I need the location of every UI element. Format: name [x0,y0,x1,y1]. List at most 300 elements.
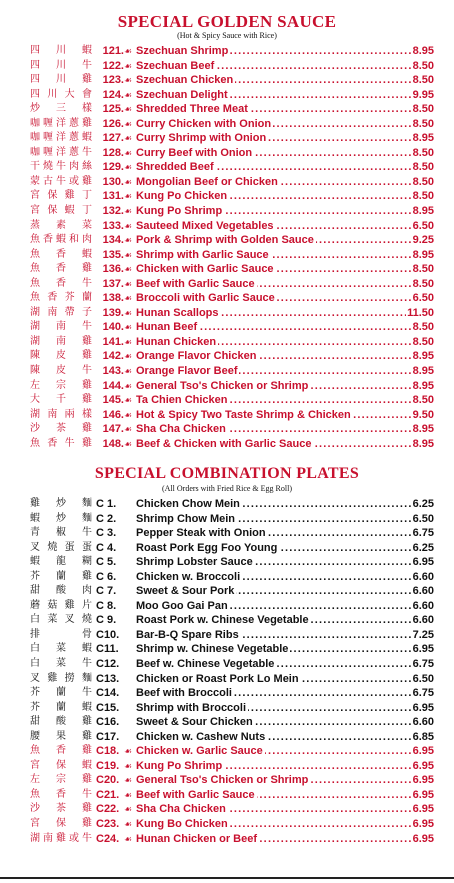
menu-item-chinese-name: 蒙古牛或雞 [30,175,92,187]
menu-item [0,570,454,585]
menu-item-name-text: Beef with Broccoli [136,687,232,700]
menu-item-chinese-name: 大千雞 [30,394,92,406]
menu-item-chinese-name: 芥蘭蝦 [30,701,92,713]
menu-item-number: C 8. [96,599,117,612]
menu-item-name [136,672,432,687]
menu-item-price: 8.50 [412,321,434,334]
menu-item [0,146,454,161]
menu-item-chinese-name: 青椒牛 [30,527,92,539]
menu-item-price: 6.60 [412,570,434,583]
menu-item-number: 125. [102,103,124,116]
hot-spicy-icon: ☙ [124,351,133,362]
menu-item-name [136,744,432,759]
menu-item [0,233,454,248]
menu-item-price: 6.85 [412,730,434,743]
menu-item-chinese-name: 咖喱洋蔥牛 [30,146,92,158]
hot-spicy-icon: ☙ [124,307,133,318]
menu-item-name-text: Roast Pork Egg Foo Young [136,541,278,554]
menu-item-chinese-name: 叉雞撈麵 [30,672,92,684]
menu-item-number: 134. [102,234,124,247]
menu-item-number: C11. [96,643,119,656]
menu-item [0,788,454,803]
menu-item-price: 8.95 [412,423,434,436]
menu-item-name [136,759,432,774]
menu-item-price: 6.95 [412,745,434,758]
menu-item-name-text: Roast Pork w. Chinese Vegetable [136,614,309,627]
menu-item-name-text: Pepper Steak with Onion [136,527,266,540]
hot-spicy-icon: ☙ [124,176,133,187]
menu-item-name [136,832,432,847]
menu-item-name-text: Curry Chicken with Onion [136,117,272,130]
menu-item-number: C 4. [96,541,117,554]
menu-item-name-text: Shrimp w. Chinese Vegetable [136,643,289,656]
menu-item-chinese-name: 沙茶雞 [30,423,92,435]
menu-item-number: C12. [96,658,120,671]
menu-item-price: 6.95 [412,643,434,656]
menu-item-number: C19. [96,759,120,772]
menu-item [0,393,454,408]
menu-item-number: C17. [96,730,120,743]
menu-item-price: 9.95 [412,88,434,101]
menu-item-price: 8.50 [412,394,434,407]
menu-item-name-text: Chicken w. Broccoli [136,570,241,583]
menu-item [0,204,454,219]
menu-item-chinese-name: 宮保蝦丁 [30,205,92,217]
menu-item-price: 8.95 [412,379,434,392]
menu-item-chinese-name: 陳皮雞 [30,350,92,362]
menu-item-name-text: Szechuan Shrimp [136,45,229,57]
menu-item-name [136,715,432,730]
menu-item-chinese-name: 蒸素菜 [30,219,92,231]
menu-item-number: 128. [102,146,124,159]
menu-item-name [136,73,432,88]
menu-item-name-text: Sweet & Sour Chicken [136,716,253,729]
menu-item [0,349,454,364]
menu-item-name-text: Ta Chien Chicken [136,394,228,407]
menu-item-price: 6.95 [412,759,434,772]
hot-spicy-icon: ☙ [124,833,133,844]
menu-item-price: 8.50 [412,103,434,116]
hot-spicy-icon: ☙ [124,220,133,231]
hot-spicy-icon: ☙ [124,75,133,86]
menu-item-chinese-name: 四川雞 [30,74,92,86]
menu-item-name-text: Chicken with Garlic Sauce [136,263,274,276]
menu-item-chinese-name: 叉燒蛋蛋 [30,541,92,553]
combo-section-subtitle: (All Orders with Fried Rice & Egg Roll) [162,484,292,493]
menu-item [0,262,454,277]
menu-item-chinese-name: 咖喱洋蔥蝦 [30,132,92,144]
menu-item-price: 6.95 [412,818,434,831]
menu-item-name-text: Broccoli with Garlic Sauce [136,292,275,305]
menu-item-price: 6.75 [412,658,434,671]
menu-item-name [136,526,432,541]
menu-item-name-text: Bar-B-Q Spare Ribs [136,628,239,641]
menu-item-number: C 9. [96,614,117,627]
menu-item [0,642,454,657]
menu-item-name [136,306,432,321]
menu-item-chinese-name: 排骨 [30,628,92,640]
menu-item-chinese-name: 宮保蝦 [30,759,92,771]
menu-item-number: 135. [102,248,124,261]
menu-item-name-text: Curry Shrimp with Onion [136,132,267,145]
sauce-section-subtitle: (Hot & Spicy Sauce with Rice) [177,31,277,40]
menu-item [0,613,454,628]
menu-item-price: 6.60 [412,716,434,729]
menu-item-chinese-name: 白菜牛 [30,658,92,670]
menu-item-price: 6.25 [412,498,434,510]
menu-item-name [136,59,432,74]
menu-item-price: 8.95 [412,45,434,57]
menu-item-chinese-name: 蝦炒麵 [30,512,92,524]
menu-item-name-text: Kung Po Shrimp [136,759,223,772]
menu-item-chinese-name: 魚香牛 [30,277,92,289]
menu-item [0,686,454,701]
menu-item-price: 6.50 [412,219,434,232]
menu-item [0,773,454,788]
menu-item-chinese-name: 甜酸肉 [30,585,92,597]
menu-item-name-text: Curry Beef with Onion [136,146,253,159]
menu-item-number: C 7. [96,585,117,598]
menu-item-price: 6.60 [412,585,434,598]
menu-item [0,88,454,103]
menu-item-price: 8.50 [412,117,434,130]
menu-item [0,802,454,817]
menu-item [0,408,454,423]
menu-item-name [136,364,432,379]
menu-item-name [136,88,432,103]
menu-item-name-text: Chicken w. Cashew Nuts [136,730,266,743]
menu-item-name-text: Beef with Garlic Sauce [136,788,255,801]
menu-item-price: 8.95 [412,132,434,145]
hot-spicy-icon: ☙ [124,438,133,449]
menu-item-name [136,160,432,175]
menu-item [0,131,454,146]
menu-item-number: C 5. [96,556,117,569]
menu-item-number: C15. [96,701,120,714]
menu-item [0,102,454,117]
menu-item-name-text: Beef w. Chinese Vegetable [136,658,275,671]
menu-item-chinese-name: 魚香牛 [30,788,92,800]
menu-item-name [136,44,432,59]
menu-item-number: C16. [96,716,120,729]
menu-item-price: 8.50 [412,335,434,348]
menu-item-chinese-name: 腰果雞 [30,730,92,742]
menu-item-name [136,320,432,335]
menu-item-price: 11.50 [407,306,434,319]
hot-spicy-icon: ☙ [124,133,133,144]
menu-item [0,497,454,512]
hot-spicy-icon: ☙ [124,819,133,830]
hot-spicy-icon: ☙ [124,366,133,377]
menu-item-name [136,584,432,599]
menu-item-price: 6.95 [412,788,434,801]
menu-item [0,320,454,335]
menu-item [0,817,454,832]
menu-item [0,59,454,74]
menu-item-chinese-name: 湖南帶子 [30,306,92,318]
menu-item-price: 6.95 [412,774,434,787]
menu-item-number: C 6. [96,570,117,583]
hot-spicy-icon: ☙ [124,409,133,420]
menu-item-chinese-name: 雞炒麵 [30,498,92,509]
menu-item-name [136,335,432,350]
hot-spicy-icon: ☙ [124,46,133,56]
menu-item-name [136,437,432,452]
menu-item-number: 126. [102,117,124,130]
menu-item-name-text: Chicken w. Garlic Sauce [136,745,263,758]
hot-spicy-icon: ☙ [124,775,133,786]
menu-item [0,701,454,716]
menu-item-number: 141. [102,335,124,348]
menu-item-number: 121. [102,45,124,57]
menu-item-number: 147. [102,423,124,436]
menu-item-price: 6.95 [412,701,434,714]
menu-item-name [136,730,432,745]
menu-item-name [136,219,432,234]
hot-spicy-icon: ☙ [124,380,133,391]
menu-item-chinese-name: 湖南兩樣 [30,408,92,420]
menu-item [0,379,454,394]
menu-item-name-text: Sweet & Sour Pork [136,585,235,598]
menu-item-name [136,102,432,117]
sauce-item-list [0,44,454,451]
menu-item-price: 6.60 [412,614,434,627]
menu-item-number: C 3. [96,527,117,540]
menu-item-name [136,773,432,788]
menu-item [0,160,454,175]
menu-item-number: 137. [102,277,124,290]
menu-item [0,730,454,745]
menu-item [0,306,454,321]
menu-item [0,277,454,292]
menu-item-name-text: Chicken Chow Mein [136,498,240,510]
menu-item-name-text: Shrimp Lobster Sauce [136,556,253,569]
menu-item-name [136,570,432,585]
menu-item-number: C14. [96,687,120,700]
menu-item-name [136,555,432,570]
menu-item-price: 6.75 [412,687,434,700]
menu-item-name-text: Hunan Beef [136,321,198,334]
menu-item-name [136,233,432,248]
menu-item-name-text: Hunan Scallops [136,306,219,319]
combo-section [0,465,454,846]
menu-item-number: 139. [102,306,124,319]
menu-item-name-text: Beef & Chicken with Garlic Sauce [136,437,312,450]
menu-item-name-text: Pork & Shrimp with Golden Sauce [136,234,314,247]
menu-item [0,512,454,527]
menu-item-number: 124. [102,88,124,101]
menu-item-price: 9.25 [412,234,434,247]
menu-item-price: 8.50 [412,146,434,159]
menu-item [0,189,454,204]
menu-item [0,437,454,452]
menu-item-number: 131. [102,190,124,203]
menu-item-name-text: Sha Cha Chicken [136,423,226,436]
menu-item-chinese-name: 左宗雞 [30,774,92,786]
menu-item-name [136,189,432,204]
menu-item [0,364,454,379]
menu-item-number: 145. [102,394,124,407]
menu-item [0,657,454,672]
hot-spicy-icon: ☙ [124,804,133,815]
menu-item-name [136,628,432,643]
menu-item-name [136,175,432,190]
menu-item-chinese-name: 宮保雞丁 [30,190,92,202]
menu-item-chinese-name: 魚香牛雞 [30,437,92,449]
menu-item-price: 8.50 [412,59,434,72]
menu-item-chinese-name: 魚香雞 [30,263,92,275]
menu-item-name [136,117,432,132]
menu-item-number: 136. [102,263,124,276]
menu-item [0,175,454,190]
menu-item-price: 6.95 [412,832,434,845]
menu-item-number: 123. [102,74,124,87]
menu-item-price: 8.50 [412,190,434,203]
menu-item-chinese-name: 芥蘭牛 [30,687,92,699]
menu-item-name [136,642,432,657]
menu-item-number: 146. [102,408,124,421]
menu-item-price: 8.95 [412,205,434,218]
menu-item-chinese-name: 湖南雞或牛 [30,832,92,844]
menu-item-number: C22. [96,803,120,816]
menu-item [0,422,454,437]
sauce-section [0,12,454,451]
hot-spicy-icon: ☙ [124,104,133,115]
menu-item-name-text: Orange Flavor Beef [136,365,238,378]
menu-item-name-text: Shredded Beef [136,161,214,174]
hot-spicy-icon: ☙ [124,424,133,435]
menu-item-name-text: Shredded Three Meat [136,103,248,116]
menu-item-name-text: Sha Cha Chicken [136,803,226,816]
menu-item-number: C10. [96,628,120,641]
hot-spicy-icon: ☙ [124,336,133,347]
menu-item-price: 8.50 [412,175,434,188]
menu-item-chinese-name: 左宗雞 [30,379,92,391]
menu-item-name [136,422,432,437]
menu-item [0,584,454,599]
menu-item-price: 6.50 [412,672,434,685]
hot-spicy-icon: ☙ [124,147,133,158]
menu-item-price: 8.95 [412,437,434,450]
menu-item-price: 8.95 [412,248,434,261]
hot-spicy-icon: ☙ [124,395,133,406]
menu-item [0,219,454,234]
menu-item-number: C 2. [96,512,117,525]
menu-item-price: 6.75 [412,527,434,540]
menu-item-name [136,613,432,628]
menu-item [0,248,454,263]
menu-item-price: 8.95 [412,350,434,363]
menu-item-name [136,393,432,408]
menu-item-chinese-name: 白菜蝦 [30,643,92,655]
menu-item-number: 127. [102,132,124,145]
menu-item-number: 122. [102,59,124,72]
menu-item [0,291,454,306]
menu-item-chinese-name: 魚香蝦和肉 [30,234,92,246]
menu-item-name-text: Shrimp with Garlic Sauce [136,248,269,261]
menu-item-name-text: Kung Po Shrimp [136,205,223,218]
menu-item-chinese-name: 白菜叉燒 [30,614,92,626]
menu-item-name-text: Kung Bo Chicken [136,818,228,831]
menu-item-number: C13. [96,672,120,685]
menu-item-name-text: Szechuan Chicken [136,74,234,87]
menu-item-name [136,349,432,364]
menu-item [0,44,454,59]
bottom-rule [0,877,454,879]
menu-item [0,672,454,687]
menu-item-price: 6.60 [412,599,434,612]
menu-item-chinese-name: 咖喱洋蔥雞 [30,117,92,129]
menu-item-number: 130. [102,175,124,188]
menu-item-number: C24. [96,832,120,845]
menu-item-price: 8.50 [412,74,434,87]
menu-item-price: 6.95 [412,556,434,569]
menu-item-number: C 1. [96,498,117,510]
menu-item-price: 9.50 [412,408,434,421]
menu-item-name-text: Shrimp with Broccoli [136,701,247,714]
menu-item-number: 143. [102,365,124,378]
menu-item-number: 133. [102,219,124,232]
menu-item-name-text: Mongolian Beef or Chicken [136,175,278,188]
menu-item-name [136,817,432,832]
menu-item-name [136,541,432,556]
menu-item-name-text: Beef with Garlic Sauce [136,277,255,290]
menu-item-name-text: Shrimp Chow Mein [136,512,235,525]
menu-item-price: 7.25 [412,628,434,641]
menu-item-number: 132. [102,205,124,218]
menu-item [0,715,454,730]
menu-item-chinese-name: 甜酸雞 [30,716,92,728]
menu-item-chinese-name: 四川蝦 [30,45,92,56]
hot-spicy-icon: ☙ [124,206,133,217]
menu-item-number: 142. [102,350,124,363]
menu-item-chinese-name: 湖南牛 [30,321,92,333]
menu-item-name [136,262,432,277]
menu-item-name [136,512,432,527]
menu-item [0,599,454,614]
menu-item-name-text: Hunan Chicken [136,335,217,348]
menu-item-price: 8.50 [412,277,434,290]
menu-item-number: 140. [102,321,124,334]
menu-item-number: C23. [96,818,120,831]
menu-item-name-text: Moo Goo Gai Pan [136,599,228,612]
hot-spicy-icon: ☙ [124,789,133,800]
menu-item-name [136,497,432,512]
menu-item-number: C21. [96,788,120,801]
hot-spicy-icon: ☙ [124,191,133,202]
menu-item-name-text: Hot & Spicy Two Taste Shrimp & Chicken [136,408,351,421]
menu-item [0,555,454,570]
menu-item-name [136,204,432,219]
menu-item-chinese-name: 魚香雞 [30,745,92,757]
menu-item-number: C20. [96,774,120,787]
menu-item [0,744,454,759]
menu-item-chinese-name: 四川大會 [30,88,92,100]
menu-item-number: 148. [102,437,124,450]
hot-spicy-icon: ☙ [124,746,133,757]
hot-spicy-icon: ☙ [124,249,133,260]
menu-item-name-text: Chicken or Roast Pork Lo Mein [136,672,299,685]
hot-spicy-icon: ☙ [124,162,133,173]
menu-item [0,759,454,774]
menu-item-name [136,788,432,803]
menu-item-price: 8.50 [412,263,434,276]
menu-item-chinese-name: 蘑菇雞片 [30,599,92,611]
menu-item-chinese-name: 炒三樣 [30,103,92,115]
menu-item-price: 8.50 [412,161,434,174]
menu-item-name-text: Sauteed Mixed Vegetables [136,219,274,232]
menu-item [0,526,454,541]
